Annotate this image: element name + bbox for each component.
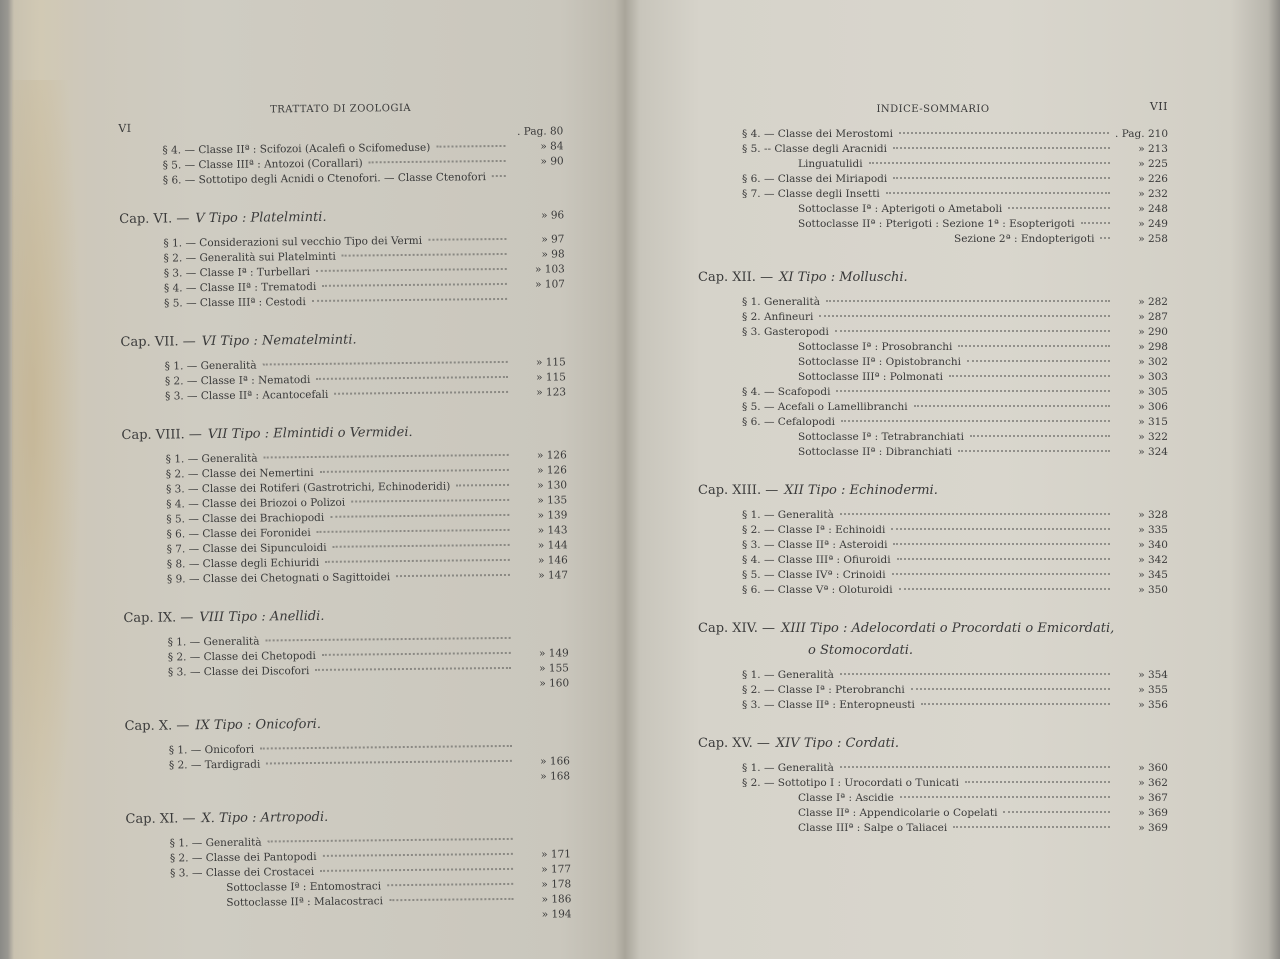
page-ref: » 342: [1138, 554, 1168, 566]
entry-title: § 1. — Generalità: [167, 635, 260, 649]
page-ref: » 155: [539, 662, 570, 675]
leader-dots: [369, 160, 506, 163]
leader-dots: [263, 361, 508, 366]
entry-title: § 6. — Sottotipo degli Acnidi o Ctenofori. — Classe Ctenofori: [162, 171, 487, 187]
leader-dots: [914, 405, 1110, 407]
page-ref: [518, 749, 570, 750]
entry-title: Classe IIIª : Salpe o Taliacei: [798, 822, 948, 834]
toc-entry: [698, 669, 1168, 684]
chapter-heading: [698, 483, 1168, 503]
page-ref: » 98: [541, 248, 565, 261]
entry-title: § 1. — Generalità: [742, 762, 834, 774]
entry-title: § 5. — Classe dei Brachiopodi: [166, 511, 325, 526]
page-ref: » 147: [538, 569, 569, 582]
page-ref: » 146: [537, 554, 568, 567]
page-ref: » 139: [537, 509, 568, 522]
leader-dots: [333, 544, 510, 548]
chapter-title-continued: o Stomocordati.: [808, 643, 913, 658]
page-ref: [514, 341, 566, 342]
toc-entry: [698, 446, 1168, 461]
entry-title: § 6. — Cefalopodi: [742, 416, 835, 428]
leader-dots: [1081, 222, 1110, 224]
leader-dots: [317, 529, 510, 533]
chapter-title: X. Tipo : Artropodi.: [201, 809, 329, 827]
chapter-title: XIII Tipo : Adelocordati o Procordati o Emicordati,: [781, 621, 1115, 636]
left-page-number: VI: [118, 121, 132, 135]
page-ref: » 225: [1138, 158, 1168, 170]
page-ref: » 322: [1138, 431, 1168, 443]
page-ref: » 356: [1138, 699, 1168, 711]
entry-title: § 5. — Classe IIIª : Cestodi: [164, 296, 306, 310]
leader-dots: [396, 574, 510, 577]
chapter-title: IX Tipo : Onicofori.: [195, 716, 322, 734]
page-ref: » 324: [1138, 446, 1168, 458]
entry-title: Sottoclasse Iª : Entomostraci: [226, 880, 382, 894]
leader-dots: [970, 435, 1110, 437]
toc-entry: [698, 173, 1168, 188]
page-ref: [516, 617, 568, 618]
leader-dots: [428, 238, 506, 241]
page-ref: » 282: [1138, 296, 1168, 308]
page-ref: » 130: [537, 479, 568, 492]
entry-title: § 2. — Classe dei Nemertini: [165, 466, 314, 481]
page-ref: » 290: [1138, 326, 1168, 338]
page-ref: » 298: [1138, 341, 1168, 353]
page-ref: » 232: [1138, 188, 1168, 200]
chapter-heading: [698, 270, 1168, 290]
page-ref: » 126: [537, 464, 567, 477]
leader-dots: [840, 766, 1110, 768]
toc-entry: [698, 699, 1168, 714]
chapter-title: V Tipo : Platelminti.: [195, 209, 327, 227]
leader-dots: [320, 868, 513, 872]
entry-title: § 4. — Classe dei Merostomi: [742, 128, 893, 140]
leader-dots: [965, 781, 1110, 783]
page-ref: » 178: [541, 878, 572, 891]
entry-title: § 3. — Classe IIª : Asteroidi: [742, 539, 888, 551]
entry-title: Sezione 2ª : Endopterigoti: [954, 233, 1095, 245]
entry-title: § 2. — Generalità sui Platelminti: [163, 250, 336, 265]
chapter-heading: [698, 736, 1168, 756]
leader-dots: [323, 853, 513, 857]
page-ref: » 258: [1138, 233, 1168, 245]
entry-title: § 2. Anfineuri: [742, 311, 814, 323]
toc-entry: [698, 569, 1168, 584]
leader-dots: [266, 760, 512, 765]
page-ref: » 369: [1138, 807, 1168, 819]
page-ref: » 248: [1138, 203, 1168, 215]
leader-dots: [130, 684, 511, 688]
page-ref: » 328: [1138, 509, 1168, 521]
chapter-title: VII Tipo : Elmintidi o Vermidei.: [207, 424, 413, 443]
leader-dots: [967, 360, 1110, 362]
page-ref: [519, 818, 571, 819]
chapter-number: Cap. XIII. —: [698, 483, 779, 498]
entry-title: Sottoclasse IIª : Pterigoti : Sezione 1ª : Esopterigoti: [798, 218, 1075, 230]
entry-title: § 2. — Tardigradi: [168, 758, 261, 772]
page-ref: [518, 725, 570, 726]
chapter-heading: [119, 207, 564, 232]
leader-dots: [836, 390, 1110, 392]
leader-dots: [819, 315, 1110, 317]
entry-title: § 5. — Classe IVª : Crinoidi: [742, 569, 886, 581]
leader-dots: [456, 484, 509, 487]
entry-title: Classe Iª : Ascidie: [798, 792, 894, 804]
leader-dots: [325, 559, 510, 563]
page-ref: » 350: [1138, 584, 1168, 596]
page-ref: » 249: [1138, 218, 1168, 230]
entry-title: § 9. — Classe dei Chetognati o Sagittoidei: [166, 571, 391, 586]
entry-title: Linguatulidi: [798, 158, 863, 170]
page-ref: » 144: [537, 539, 568, 552]
leader-dots: [389, 898, 513, 901]
leader-dots: [342, 253, 507, 257]
toc-entry: [698, 524, 1168, 539]
page-ref: » 149: [538, 647, 569, 660]
toc-entry: [698, 188, 1168, 203]
chapter-title: VI Tipo : Nematelminti.: [201, 332, 357, 350]
toc-entry: [698, 326, 1168, 341]
leader-dots: [1003, 811, 1110, 813]
entry-title: § 4. — Classe dei Briozoi o Polizoi: [166, 496, 346, 511]
leader-dots: [320, 469, 509, 473]
leader-dots: [953, 826, 1110, 828]
leader-dots: [893, 177, 1110, 179]
leader-dots: [1008, 207, 1110, 209]
page-ref: » 226: [1138, 173, 1168, 185]
entry-title: § 1. — Generalità: [165, 452, 258, 466]
leader-dots: [899, 588, 1110, 590]
leader-dots: [330, 514, 509, 518]
entry-title: § 1. — Generalità: [742, 669, 834, 681]
toc-entry: [698, 684, 1168, 699]
toc-entry: [698, 792, 1168, 807]
leader-dots: [315, 667, 511, 671]
leader-dots: [322, 652, 511, 656]
leader-dots: [260, 745, 512, 750]
entry-title: § 3. — Classe IIª : Acantocefali: [165, 388, 329, 403]
chapter-number: Cap. VI. —: [119, 211, 190, 227]
page-ref: » 171: [541, 848, 571, 861]
entry-title: Sottoclasse Iª : Prosobranchi: [798, 341, 953, 353]
entry-title: § 3. — Classe IIª : Enteropneusti: [742, 699, 915, 711]
leader-dots: [893, 147, 1110, 149]
toc-entry: [698, 371, 1168, 386]
entry-title: § 6. — Classe Vª : Oloturoidi: [742, 584, 893, 596]
page-ref: » 177: [541, 863, 572, 876]
page-ref: » 84: [540, 140, 564, 153]
chapter-heading: [120, 330, 565, 355]
chapter-number: Cap. VII. —: [120, 334, 196, 350]
entry-title: § 2. — Classe dei Pantopodi: [169, 850, 317, 865]
page-ref: » 123: [536, 386, 567, 399]
entry-title: Classe IIª : Appendicolarie o Copelati: [798, 807, 998, 819]
entry-title: Sottoclasse Iª : Apterigoti o Ametaboli: [798, 203, 1003, 215]
toc-entry: [698, 296, 1168, 311]
chapter-title: VIII Tipo : Anellidi.: [199, 608, 325, 626]
toc-entry: [698, 143, 1168, 158]
leader-dots: [840, 673, 1110, 675]
entry-title: Sottoclasse IIª : Opistobranchi: [798, 356, 961, 368]
page-ref: » 143: [537, 524, 568, 537]
page-ref: » 340: [1138, 539, 1168, 551]
leader-dots: [316, 376, 508, 380]
toc-entry: [698, 386, 1168, 401]
left-page: [118, 97, 572, 928]
chapter-heading: [125, 807, 570, 832]
page-ref: » 305: [1138, 386, 1168, 398]
toc-entry: [698, 431, 1168, 446]
leader-dots: [826, 300, 1110, 302]
toc-entry: [698, 401, 1168, 416]
page-ref: [515, 434, 567, 435]
chapter-number: Cap. XV. —: [698, 736, 770, 751]
leader-dots: [900, 796, 1110, 798]
leader-dots: [124, 132, 505, 136]
page-ref: » 103: [534, 263, 565, 276]
toc-entry: [698, 341, 1168, 356]
page-ref: » 160: [539, 677, 570, 690]
leader-dots: [911, 688, 1110, 690]
leader-dots: [921, 703, 1110, 705]
right-running-title: INDICE-SOMMARIO: [876, 104, 990, 115]
page-ref: » 186: [541, 893, 572, 906]
page-ref: » 168: [540, 770, 571, 783]
leader-dots: [835, 330, 1110, 332]
page-ref: » 115: [535, 356, 566, 369]
chapter-number: Cap. XIV. —: [698, 621, 776, 636]
leader-dots: [334, 391, 508, 395]
page-ref: » 90: [540, 155, 564, 168]
toc-entry: [698, 554, 1168, 569]
page-ref: [517, 641, 569, 642]
entry-title: § 1. — Onicofori: [168, 743, 255, 757]
page-ref: » 360: [1138, 762, 1168, 774]
page-ref: » 369: [1138, 822, 1168, 834]
chapter-title: XI Tipo : Molluschi.: [779, 270, 908, 285]
leader-dots: [958, 450, 1110, 452]
entry-title: § 3. Gasteropodi: [742, 326, 829, 338]
toc-entry: [698, 158, 1168, 173]
page-ref: » 345: [1138, 569, 1168, 581]
page-ref: » 96: [541, 209, 565, 222]
leader-dots: [131, 777, 512, 781]
page-ref: » 107: [535, 278, 565, 291]
toc-entry: [698, 509, 1168, 524]
leader-dots: [891, 528, 1110, 530]
page-ref: » 303: [1138, 371, 1168, 383]
toc-entry: [698, 128, 1168, 143]
leader-dots: [316, 268, 507, 272]
chapter-heading: [124, 714, 569, 739]
leader-dots: [892, 573, 1110, 575]
page-ref: » 126: [536, 449, 567, 462]
leader-dots: [897, 558, 1110, 560]
entry-title: § 4. — Classe IIª : Trematodi: [163, 280, 317, 295]
page-ref: » 194: [541, 908, 572, 921]
entry-title: § 2. — Classe Iª : Echinoidi: [742, 524, 886, 536]
entry-title: Sottoclasse IIIª : Polmonati: [798, 371, 943, 383]
right-page-number: VII: [1149, 100, 1168, 113]
right-page-header: [698, 100, 1168, 128]
page-ref: » 354: [1138, 669, 1168, 681]
page-ref: [513, 302, 565, 303]
page-ref: » 335: [1138, 524, 1168, 536]
page-ref: » 315: [1138, 416, 1168, 428]
page-ref: » 355: [1138, 684, 1168, 696]
entry-title: § 2. — Sottotipo I : Urocordati o Tunicati: [742, 777, 959, 789]
entry-title: § 4. — Classe IIª : Scifozoi (Acalefi o Scifomeduse): [162, 141, 431, 157]
chapter-title: XII Tipo : Echinodermi.: [784, 483, 938, 498]
entry-title: Sottoclasse IIª : Malacostraci: [226, 895, 384, 909]
chapter-heading: [698, 621, 1168, 641]
page-ref: » 135: [537, 494, 568, 507]
page-ref: » 287: [1138, 311, 1168, 323]
leader-dots: [886, 192, 1110, 194]
page-ref: » 362: [1138, 777, 1168, 789]
leader-dots: [312, 298, 507, 302]
chapter-number: Cap. VIII. —: [121, 427, 202, 443]
entry-title: § 1. — Generalità: [742, 509, 834, 521]
entry-title: § 1. — Considerazioni sul vecchio Tipo dei Vermi: [163, 234, 423, 250]
right-page: [698, 100, 1168, 837]
entry-title: Sottoclasse Iª : Tetrabranchiati: [798, 431, 964, 443]
toc-entry: [698, 356, 1168, 371]
page-ref: . Pag. 80: [516, 125, 564, 138]
leader-dots: [899, 132, 1109, 134]
left-running-title: TRATTATO DI ZOOLOGIA: [269, 102, 412, 116]
entry-title: § 3. — Classe dei Rotiferi (Gastrotrichi, Echinoderidi): [165, 480, 451, 496]
page-ref: » 306: [1138, 401, 1168, 413]
toc-entry: [698, 203, 1168, 218]
leader-dots: [841, 420, 1110, 422]
chapter-heading: [121, 423, 566, 448]
chapter-number: Cap. IX. —: [123, 610, 194, 626]
entry-title: § 3. — Classe dei Discofori: [167, 665, 310, 679]
toc-entry: [698, 822, 1168, 837]
leader-dots: [387, 883, 513, 886]
leader-dots: [351, 499, 509, 503]
entry-title: § 7. — Classe dei Sipunculoidi: [166, 541, 327, 556]
chapter-number: Cap. XII. —: [698, 270, 774, 285]
page-ref: » 213: [1138, 143, 1168, 155]
page-ref: » 302: [1138, 356, 1168, 368]
entry-title: § 5. — Classe IIIª : Antozoi (Corallari): [162, 157, 363, 172]
entry-title: § 6. — Classe dei Miriapodi: [742, 173, 888, 185]
leader-dots: [264, 454, 509, 459]
chapter-title: XIV Tipo : Cordati.: [775, 736, 900, 751]
toc-entry: [698, 539, 1168, 554]
page-ref: » 166: [540, 755, 570, 768]
leader-dots: [1100, 237, 1110, 239]
entry-title: § 4. — Scafopodi: [742, 386, 831, 398]
entry-title: § 1. — Generalità: [169, 836, 262, 850]
entry-title: § 1. Generalità: [742, 296, 820, 308]
toc-entry: [698, 416, 1168, 431]
page-ref: [519, 842, 571, 843]
leader-dots: [893, 543, 1110, 545]
toc-entry: [698, 777, 1168, 792]
chapter-heading: [123, 606, 568, 631]
page-ref: » 367: [1138, 792, 1168, 804]
page-ref: » 97: [541, 233, 565, 246]
entry-title: § 2. — Classe Iª : Pterobranchi: [742, 684, 905, 696]
toc-entry: [698, 584, 1168, 599]
chapter-number: Cap. X. —: [124, 718, 190, 734]
entry-title: § 8. — Classe degli Echiuridi: [166, 556, 320, 571]
leader-dots: [322, 283, 507, 287]
leader-dots: [268, 838, 513, 843]
toc-entry: [698, 218, 1168, 233]
entry-title: § 2. — Classe dei Chetopodi: [167, 649, 316, 664]
toc-entry: [698, 233, 1168, 248]
leader-dots: [265, 637, 510, 642]
entry-title: § 6. — Classe dei Foronidei: [166, 527, 311, 541]
entry-title: § 7. — Classe degli Insetti: [742, 188, 880, 200]
leader-dots: [949, 375, 1110, 377]
entry-title: § 4. — Classe IIIª : Ofiuroidi: [742, 554, 891, 566]
toc-entry: [698, 762, 1168, 777]
entry-title: § 5. — Acefali o Lamellibranchi: [742, 401, 908, 413]
leader-dots: [133, 915, 514, 919]
toc-entry: [698, 311, 1168, 326]
page-ref: » 115: [536, 371, 566, 384]
chapter-number: Cap. XI. —: [125, 811, 196, 827]
leader-dots: [840, 513, 1110, 515]
entry-title: § 3. — Classe dei Crostacei: [170, 865, 315, 880]
entry-title: § 1. — Generalità: [164, 359, 257, 373]
toc-entry: [698, 807, 1168, 822]
leader-dots: [436, 145, 505, 148]
right-toc: [698, 128, 1168, 837]
leader-dots: [492, 175, 506, 177]
leader-dots: [958, 345, 1110, 347]
paper-stain: [12, 80, 82, 910]
entry-title: Sottoclasse IIª : Dibranchiati: [798, 446, 952, 458]
page-ref: [512, 179, 564, 180]
entry-title: § 2. — Classe Iª : Nematodi: [164, 374, 311, 388]
page-ref: . Pag. 210: [1115, 128, 1168, 140]
entry-title: § 5. -- Classe degli Aracnidi: [742, 143, 888, 155]
left-toc: [118, 125, 571, 928]
entry-title: § 3. — Classe Iª : Turbellari: [163, 265, 311, 280]
leader-dots: [869, 162, 1110, 164]
